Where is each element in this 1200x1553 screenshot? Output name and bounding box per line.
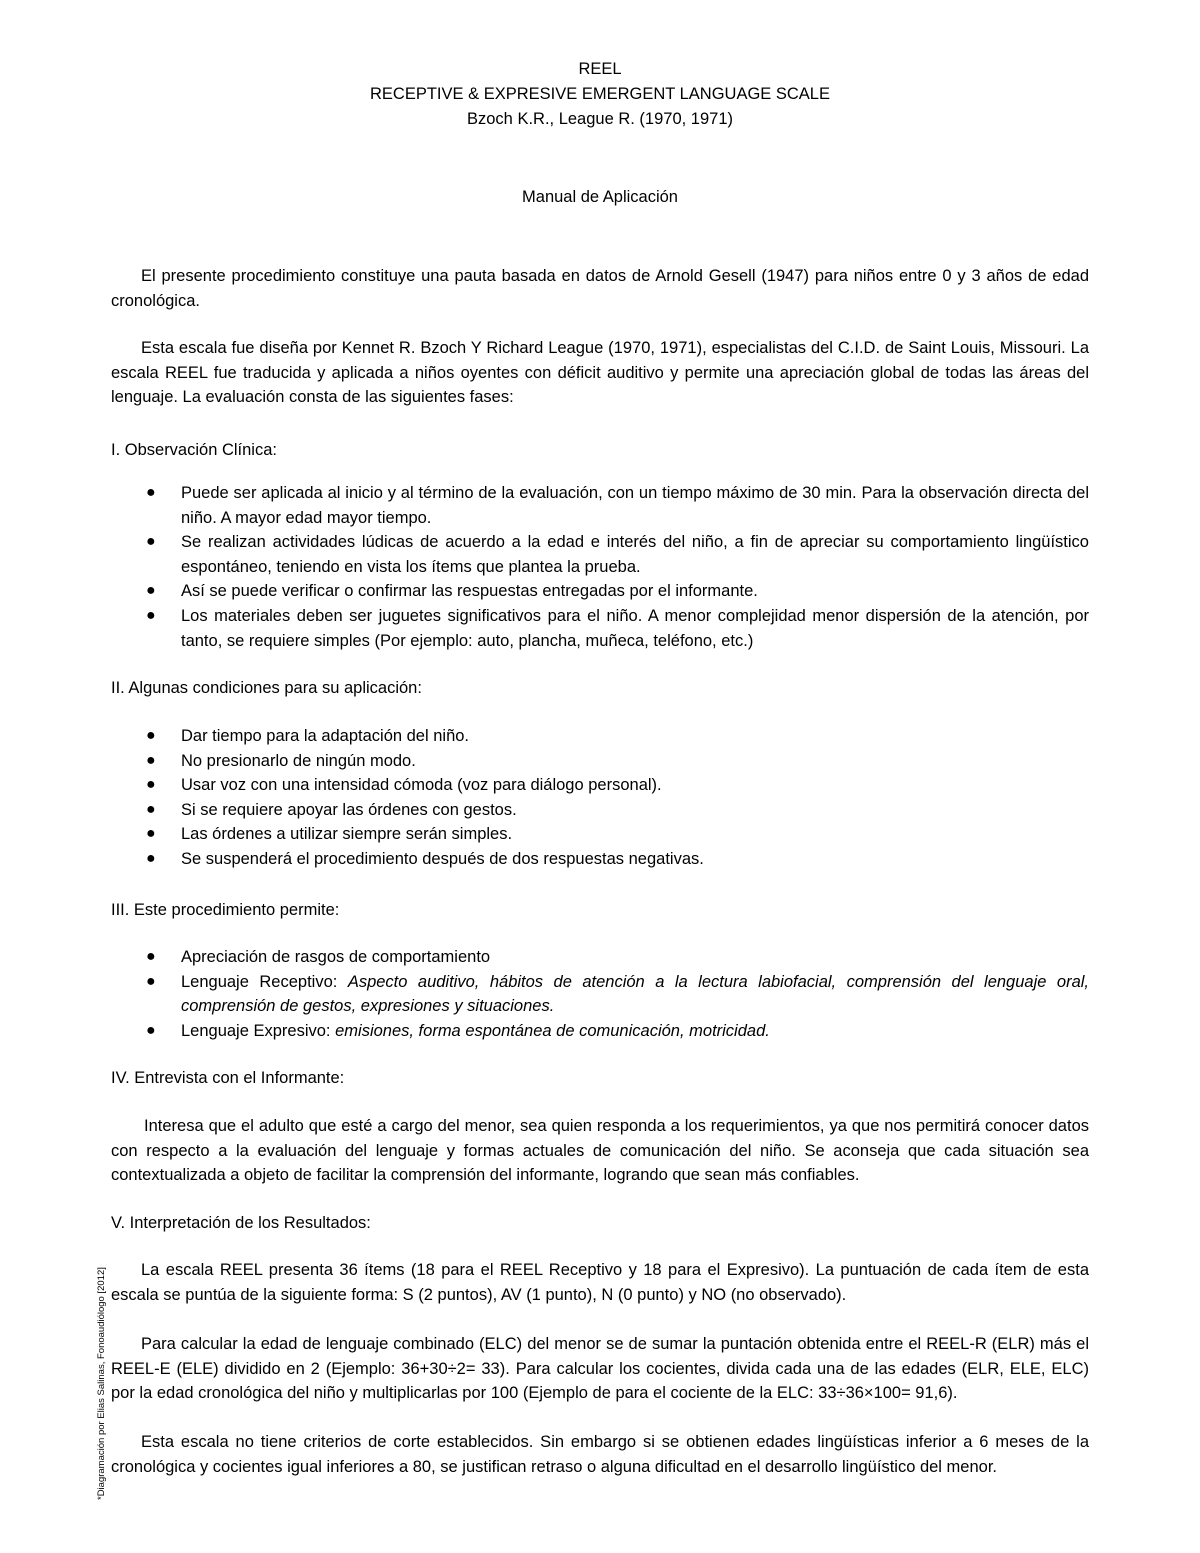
- section-heading-5: V. Interpretación de los Resultados:: [111, 1214, 371, 1232]
- bullet-icon: ●: [146, 825, 156, 843]
- side-credit-note: *Diagramación por Elias Salinas, Fonoaudiólogo [2012]: [96, 1267, 107, 1500]
- list-item: ● Se suspenderá el procedimiento después de dos respuestas negativas.: [111, 847, 1089, 872]
- intro-paragraph-1: El presente procedimiento constituye una pauta basada en datos de Arnold Gesell (1947) para niños entre 0 y 3 años de edad cronológica.: [111, 267, 1089, 310]
- list-item: ● Los materiales deben ser juguetes significativos para el niño. A menor complejidad menor dispersión de la atención, por tanto, se requiere simples (Por ejemplo: auto, plancha, muñeca, teléfono, etc.): [111, 604, 1089, 653]
- bullet-icon: ●: [146, 776, 156, 794]
- doc-authors: Bzoch K.R., League R. (1970, 1971): [467, 110, 733, 128]
- list-item: ● Lenguaje Receptivo: Aspecto auditivo, hábitos de atención a la lectura labiofacial, comprensión del lenguaje oral, comprensión de gestos, expresiones y situaciones.: [111, 970, 1089, 1019]
- section1-list: [111, 481, 1089, 653]
- bullet-icon: ●: [146, 800, 156, 818]
- section5-paragraph-1: La escala REEL presenta 36 ítems (18 para el REEL Receptivo y 18 para el Expresivo). La puntuación de cada ítem de esta escala se puntúa de la siguiente forma: S (2 puntos), AV (1 punto), N (0 punto) y NO (no observado).: [111, 1261, 1089, 1304]
- doc-full-title: RECEPTIVE & EXPRESIVE EMERGENT LANGUAGE SCALE: [370, 85, 830, 103]
- bullet-icon: ●: [146, 751, 156, 769]
- section5-paragraph-3: Esta escala no tiene criterios de corte establecidos. Sin embargo si se obtienen edades lingüísticas inferior a 6 meses de la cronológica y cocientes igual inferiores a 80, se justifican retraso o alguna dificultad en el desarrollo lingüístico del menor.: [111, 1433, 1089, 1476]
- section-heading-1: I. Observación Clínica:: [111, 441, 277, 459]
- section4-paragraph: Interesa que el adulto que esté a cargo del menor, sea quien responda a los requerimientos, ya que nos permitirá conocer datos con respecto a la evaluación del lenguaje y formas actuales de comunicación del niño. Se aconseja que cada situación sea contextualizada a objeto de facilitar la comprensión del informante, logrando que sean más confiables.: [111, 1117, 1089, 1185]
- intro-paragraph-2: Esta escala fue diseña por Kennet R. Bzoch Y Richard League (1970, 1971), especialistas del C.I.D. de Saint Louis, Missouri. La escala REEL fue traducida y aplicada a niños oyentes con déficit auditivo y permite una apreciación global de todas las áreas del lenguaje. La evaluación consta de las siguientes fases:: [111, 339, 1089, 407]
- section2-list: [111, 724, 1089, 872]
- bullet-icon: ●: [146, 1021, 156, 1039]
- list-item: ● Se realizan actividades lúdicas de acuerdo a la edad e interés del niño, a fin de apreciar su comportamiento lingüístico espontáneo, teniendo en vista los ítems que plantea la prueba.: [111, 530, 1089, 579]
- bullet-icon: ●: [146, 948, 156, 965]
- list-item: ● Las órdenes a utilizar siempre serán simples.: [111, 822, 1089, 847]
- section-heading-2: II. Algunas condiciones para su aplicación:: [111, 679, 422, 697]
- list-item: ● Dar tiempo para la adaptación del niño.: [111, 724, 1089, 749]
- list-item: ● Usar voz con una intensidad cómoda (voz para diálogo personal).: [111, 773, 1089, 798]
- bullet-icon: ●: [146, 727, 156, 744]
- bullet-icon: ●: [146, 972, 156, 990]
- list-item: ● Así se puede verificar o confirmar las respuestas entregadas por el informante.: [111, 579, 1089, 604]
- list-item: ● Puede ser aplicada al inicio y al término de la evaluación, con un tiempo máximo de 30 min. Para la observación directa del niño. A mayor edad mayor tiempo.: [111, 481, 1089, 530]
- list-item: ● Lenguaje Expresivo: emisiones, forma espontánea de comunicación, motricidad.: [111, 1019, 1089, 1044]
- section-heading-3: III. Este procedimiento permite:: [111, 901, 340, 919]
- list-item: ● Apreciación de rasgos de comportamiento: [111, 945, 1089, 970]
- list-item: ● No presionarlo de ningún modo.: [111, 749, 1089, 774]
- section-heading-4: IV. Entrevista con el Informante:: [111, 1069, 345, 1087]
- bullet-icon: ●: [146, 849, 156, 867]
- bullet-icon: ●: [146, 484, 156, 501]
- doc-subtitle: Manual de Aplicación: [522, 188, 678, 206]
- bullet-icon: ●: [146, 533, 156, 551]
- bullet-icon: ●: [146, 606, 156, 624]
- section5-paragraph-2: Para calcular la edad de lenguaje combinado (ELC) del menor se de sumar la puntación obtenida entre el REEL-R (ELR) más el REEL-E (ELE) dividido en 2 (Ejemplo: 36+30÷2= 33). Para calcular los cocientes, divida cada una de las edades (ELR, ELE, ELC) por la edad cronológica del niño y multiplicarlas por 100 (Ejemplo de para el cociente de la ELC: 33÷36×100= 91,6).: [111, 1335, 1089, 1403]
- doc-title: REEL: [578, 60, 622, 78]
- list-item: ● Si se requiere apoyar las órdenes con gestos.: [111, 798, 1089, 823]
- bullet-icon: ●: [146, 582, 156, 600]
- section3-list: [111, 945, 1089, 1043]
